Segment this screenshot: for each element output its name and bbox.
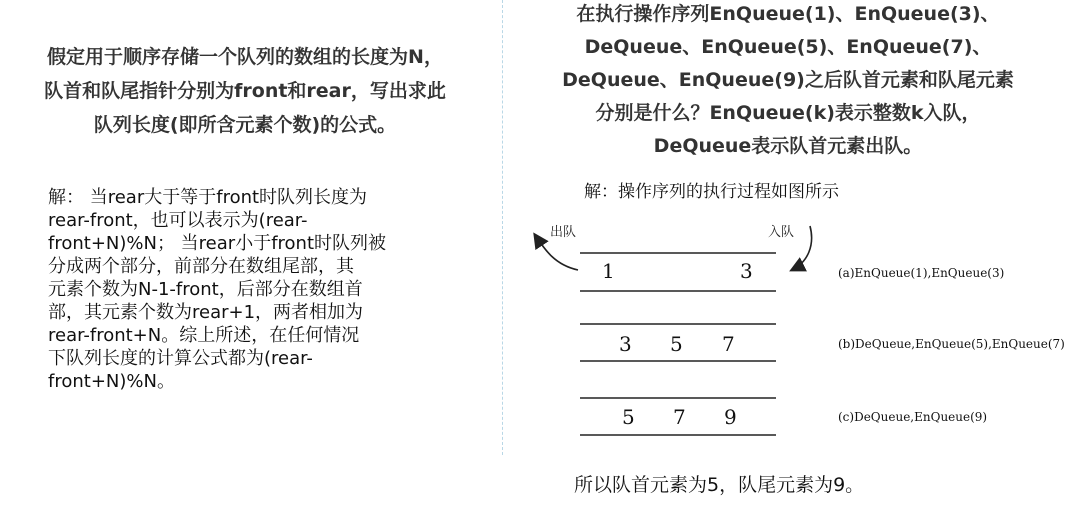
- answer-1-line: 元素个数为N-1-front，后部分在数组首: [48, 279, 363, 300]
- question-2-line: DeQueue、EnQueue(9)之后队首元素和队尾元素: [562, 69, 1014, 91]
- answer-1-line: front+N)%N； 当rear小于front时队列被: [48, 233, 387, 254]
- question-1-line: 队首和队尾指针分别为front和rear，写出求此: [44, 80, 446, 102]
- queue-b-value: 7: [722, 332, 735, 356]
- answer-1: [48, 186, 420, 393]
- conclusion: 所以队首元素为5，队尾元素为9。: [574, 474, 865, 496]
- question-2-line: 在执行操作序列EnQueue(1)、EnQueue(3)、: [576, 3, 1000, 25]
- queue-b-value: 5: [670, 332, 683, 356]
- queue-b-value: 3: [619, 332, 632, 356]
- question-2-line: 分别是什么？EnQueue(k)表示整数k入队，: [595, 102, 981, 124]
- answer-1-line: 部，其元素个数为rear+1，两者相加为: [48, 302, 364, 323]
- enqueue-arrow: [792, 226, 812, 270]
- queue-a-value: 1: [602, 259, 615, 283]
- queue-b-caption: (b)DeQueue,EnQueue(5),EnQueue(7): [838, 337, 1065, 351]
- question-2-line: DeQueue、EnQueue(5)、EnQueue(7)、: [584, 36, 992, 58]
- queue-c-value: 9: [724, 405, 737, 429]
- column-divider: [502, 0, 503, 455]
- queue-a-value: 3: [740, 259, 753, 283]
- dequeue-label: 出队: [550, 225, 577, 240]
- queue-diagram: [520, 210, 1080, 450]
- answer-1-line: 下队列长度的计算公式都为(rear-: [48, 348, 313, 369]
- question-1-line: 假定用于顺序存储一个队列的数组的长度为N，: [47, 46, 443, 68]
- answer-1-line: rear-front，也可以表示为(rear-: [48, 210, 308, 231]
- answer-1-line: front+N)%N。: [48, 371, 175, 392]
- dequeue-arrow: [535, 235, 578, 270]
- question-2: [520, 0, 1056, 163]
- question-1: [10, 40, 480, 142]
- question-1-line: 队列长度(即所含元素个数)的公式。: [93, 114, 397, 136]
- queue-a-caption: (a)EnQueue(1),EnQueue(3): [838, 266, 1005, 280]
- answer-1-line: 解： 当rear大于等于front时队列长度为: [48, 187, 368, 208]
- queue-c-caption: (c)DeQueue,EnQueue(9): [838, 410, 988, 424]
- queue-c-value: 5: [622, 405, 635, 429]
- queue-c-value: 7: [673, 405, 686, 429]
- enqueue-label: 入队: [768, 225, 795, 240]
- answer-1-line: 分成两个部分，前部分在数组尾部，其: [48, 256, 354, 277]
- answer-2-intro: 解：操作序列的执行过程如图所示: [584, 182, 839, 202]
- answer-1-line: rear-front+N。综上所述，在任何情况: [48, 325, 360, 346]
- question-2-line: DeQueue表示队首元素出队。: [653, 135, 923, 157]
